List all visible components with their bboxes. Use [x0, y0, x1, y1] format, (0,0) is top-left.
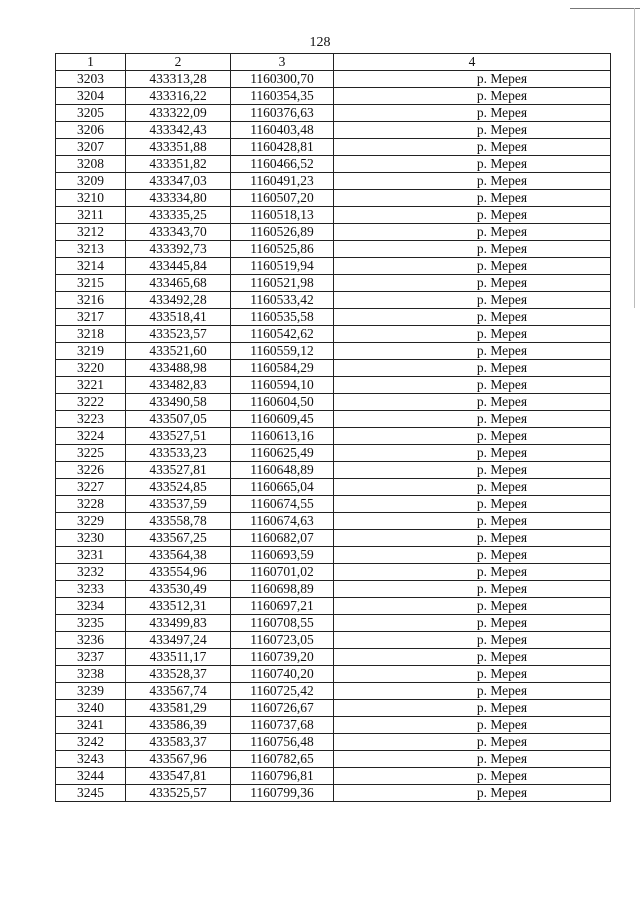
point-number-cell: 3221: [56, 377, 126, 394]
table-row: [56, 666, 611, 683]
description-cell: р. Мерея: [334, 224, 611, 241]
y-coordinate-cell: 1160708,55: [231, 615, 334, 632]
description-cell: р. Мерея: [334, 360, 611, 377]
description-cell: р. Мерея: [334, 768, 611, 785]
table-row: [56, 122, 611, 139]
x-coordinate-cell: 433342,43: [126, 122, 231, 139]
y-coordinate-cell: 1160613,16: [231, 428, 334, 445]
description-cell: р. Мерея: [334, 139, 611, 156]
y-coordinate-cell: 1160697,21: [231, 598, 334, 615]
table-row: [56, 258, 611, 275]
x-coordinate-cell: 433347,03: [126, 173, 231, 190]
y-coordinate-cell: 1160535,58: [231, 309, 334, 326]
x-coordinate-cell: 433567,25: [126, 530, 231, 547]
point-number-cell: 3243: [56, 751, 126, 768]
table-row: [56, 700, 611, 717]
point-number-cell: 3244: [56, 768, 126, 785]
point-number-cell: 3222: [56, 394, 126, 411]
y-coordinate-cell: 1160519,94: [231, 258, 334, 275]
description-cell: р. Мерея: [334, 190, 611, 207]
x-coordinate-cell: 433586,39: [126, 717, 231, 734]
table-row: [56, 292, 611, 309]
table-row: [56, 768, 611, 785]
table-row: [56, 105, 611, 122]
point-number-cell: 3228: [56, 496, 126, 513]
table-row: [56, 496, 611, 513]
table-row: [56, 156, 611, 173]
point-number-cell: 3225: [56, 445, 126, 462]
table-row: [56, 734, 611, 751]
table-row: [56, 275, 611, 292]
y-coordinate-cell: 1160737,68: [231, 717, 334, 734]
x-coordinate-cell: 433482,83: [126, 377, 231, 394]
table-header: [56, 54, 611, 71]
y-coordinate-cell: 1160674,55: [231, 496, 334, 513]
x-coordinate-cell: 433511,17: [126, 649, 231, 666]
description-cell: р. Мерея: [334, 666, 611, 683]
y-coordinate-cell: 1160701,02: [231, 564, 334, 581]
description-cell: р. Мерея: [334, 326, 611, 343]
y-coordinate-cell: 1160648,89: [231, 462, 334, 479]
y-coordinate-cell: 1160756,48: [231, 734, 334, 751]
description-cell: р. Мерея: [334, 598, 611, 615]
x-coordinate-cell: 433523,57: [126, 326, 231, 343]
header-col-2: 2: [126, 54, 231, 71]
description-cell: р. Мерея: [334, 479, 611, 496]
y-coordinate-cell: 1160799,36: [231, 785, 334, 802]
table-row: [56, 343, 611, 360]
x-coordinate-cell: 433518,41: [126, 309, 231, 326]
point-number-cell: 3229: [56, 513, 126, 530]
description-cell: р. Мерея: [334, 343, 611, 360]
description-cell: р. Мерея: [334, 71, 611, 88]
x-coordinate-cell: 433527,81: [126, 462, 231, 479]
top-edge-rule: [570, 8, 640, 9]
y-coordinate-cell: 1160698,89: [231, 581, 334, 598]
x-coordinate-cell: 433567,74: [126, 683, 231, 700]
table-row: [56, 513, 611, 530]
x-coordinate-cell: 433507,05: [126, 411, 231, 428]
x-coordinate-cell: 433351,88: [126, 139, 231, 156]
table-row: [56, 360, 611, 377]
table-row: [56, 683, 611, 700]
x-coordinate-cell: 433392,73: [126, 241, 231, 258]
x-coordinate-cell: 433528,37: [126, 666, 231, 683]
point-number-cell: 3220: [56, 360, 126, 377]
point-number-cell: 3216: [56, 292, 126, 309]
point-number-cell: 3212: [56, 224, 126, 241]
table-row: [56, 428, 611, 445]
y-coordinate-cell: 1160726,67: [231, 700, 334, 717]
description-cell: р. Мерея: [334, 581, 611, 598]
point-number-cell: 3238: [56, 666, 126, 683]
point-number-cell: 3213: [56, 241, 126, 258]
table-row: [56, 394, 611, 411]
y-coordinate-cell: 1160604,50: [231, 394, 334, 411]
y-coordinate-cell: 1160739,20: [231, 649, 334, 666]
y-coordinate-cell: 1160559,12: [231, 343, 334, 360]
x-coordinate-cell: 433547,81: [126, 768, 231, 785]
point-number-cell: 3230: [56, 530, 126, 547]
point-number-cell: 3208: [56, 156, 126, 173]
table-row: [56, 581, 611, 598]
header-col-1: 1: [56, 54, 126, 71]
table-row: [56, 649, 611, 666]
y-coordinate-cell: 1160354,35: [231, 88, 334, 105]
point-number-cell: 3227: [56, 479, 126, 496]
point-number-cell: 3205: [56, 105, 126, 122]
description-cell: р. Мерея: [334, 156, 611, 173]
y-coordinate-cell: 1160507,20: [231, 190, 334, 207]
description-cell: р. Мерея: [334, 530, 611, 547]
y-coordinate-cell: 1160740,20: [231, 666, 334, 683]
x-coordinate-cell: 433351,82: [126, 156, 231, 173]
coordinates-table: [55, 53, 611, 802]
point-number-cell: 3232: [56, 564, 126, 581]
x-coordinate-cell: 433497,24: [126, 632, 231, 649]
y-coordinate-cell: 1160609,45: [231, 411, 334, 428]
table-row: [56, 71, 611, 88]
table-row: [56, 326, 611, 343]
description-cell: р. Мерея: [334, 547, 611, 564]
x-coordinate-cell: 433525,57: [126, 785, 231, 802]
table-row: [56, 717, 611, 734]
table-body: [56, 71, 611, 802]
description-cell: р. Мерея: [334, 428, 611, 445]
description-cell: р. Мерея: [334, 496, 611, 513]
table-row: [56, 207, 611, 224]
x-coordinate-cell: 433524,85: [126, 479, 231, 496]
description-cell: р. Мерея: [334, 309, 611, 326]
y-coordinate-cell: 1160376,63: [231, 105, 334, 122]
point-number-cell: 3224: [56, 428, 126, 445]
table-row: [56, 139, 611, 156]
x-coordinate-cell: 433521,60: [126, 343, 231, 360]
x-coordinate-cell: 433335,25: [126, 207, 231, 224]
header-col-4: 4: [334, 54, 611, 71]
description-cell: р. Мерея: [334, 751, 611, 768]
description-cell: р. Мерея: [334, 241, 611, 258]
point-number-cell: 3223: [56, 411, 126, 428]
description-cell: р. Мерея: [334, 394, 611, 411]
x-coordinate-cell: 433488,98: [126, 360, 231, 377]
y-coordinate-cell: 1160796,81: [231, 768, 334, 785]
point-number-cell: 3217: [56, 309, 126, 326]
x-coordinate-cell: 433334,80: [126, 190, 231, 207]
description-cell: р. Мерея: [334, 445, 611, 462]
description-cell: р. Мерея: [334, 411, 611, 428]
point-number-cell: 3211: [56, 207, 126, 224]
point-number-cell: 3231: [56, 547, 126, 564]
point-number-cell: 3239: [56, 683, 126, 700]
header-row: [56, 54, 611, 71]
y-coordinate-cell: 1160521,98: [231, 275, 334, 292]
table-row: [56, 241, 611, 258]
point-number-cell: 3236: [56, 632, 126, 649]
table-row: [56, 564, 611, 581]
description-cell: р. Мерея: [334, 734, 611, 751]
description-cell: р. Мерея: [334, 88, 611, 105]
y-coordinate-cell: 1160526,89: [231, 224, 334, 241]
description-cell: р. Мерея: [334, 717, 611, 734]
y-coordinate-cell: 1160693,59: [231, 547, 334, 564]
point-number-cell: 3214: [56, 258, 126, 275]
table-row: [56, 479, 611, 496]
table-row: [56, 547, 611, 564]
point-number-cell: 3226: [56, 462, 126, 479]
y-coordinate-cell: 1160725,42: [231, 683, 334, 700]
x-coordinate-cell: 433558,78: [126, 513, 231, 530]
x-coordinate-cell: 433465,68: [126, 275, 231, 292]
y-coordinate-cell: 1160665,04: [231, 479, 334, 496]
description-cell: р. Мерея: [334, 207, 611, 224]
description-cell: р. Мерея: [334, 615, 611, 632]
description-cell: р. Мерея: [334, 632, 611, 649]
point-number-cell: 3210: [56, 190, 126, 207]
y-coordinate-cell: 1160300,70: [231, 71, 334, 88]
x-coordinate-cell: 433564,38: [126, 547, 231, 564]
point-number-cell: 3234: [56, 598, 126, 615]
table-row: [56, 530, 611, 547]
point-number-cell: 3204: [56, 88, 126, 105]
description-cell: р. Мерея: [334, 700, 611, 717]
y-coordinate-cell: 1160428,81: [231, 139, 334, 156]
page-number: 128: [309, 35, 331, 50]
y-coordinate-cell: 1160625,49: [231, 445, 334, 462]
point-number-cell: 3233: [56, 581, 126, 598]
point-number-cell: 3203: [56, 71, 126, 88]
table-row: [56, 445, 611, 462]
point-number-cell: 3206: [56, 122, 126, 139]
x-coordinate-cell: 433554,96: [126, 564, 231, 581]
table-row: [56, 88, 611, 105]
x-coordinate-cell: 433567,96: [126, 751, 231, 768]
description-cell: р. Мерея: [334, 292, 611, 309]
x-coordinate-cell: 433530,49: [126, 581, 231, 598]
table-row: [56, 309, 611, 326]
x-coordinate-cell: 433492,28: [126, 292, 231, 309]
y-coordinate-cell: 1160542,62: [231, 326, 334, 343]
description-cell: р. Мерея: [334, 683, 611, 700]
right-edge-rule: [634, 8, 635, 308]
point-number-cell: 3242: [56, 734, 126, 751]
description-cell: р. Мерея: [334, 173, 611, 190]
y-coordinate-cell: 1160782,65: [231, 751, 334, 768]
y-coordinate-cell: 1160674,63: [231, 513, 334, 530]
x-coordinate-cell: 433445,84: [126, 258, 231, 275]
table-row: [56, 462, 611, 479]
description-cell: р. Мерея: [334, 377, 611, 394]
point-number-cell: 3245: [56, 785, 126, 802]
y-coordinate-cell: 1160518,13: [231, 207, 334, 224]
point-number-cell: 3219: [56, 343, 126, 360]
x-coordinate-cell: 433581,29: [126, 700, 231, 717]
point-number-cell: 3235: [56, 615, 126, 632]
y-coordinate-cell: 1160466,52: [231, 156, 334, 173]
x-coordinate-cell: 433583,37: [126, 734, 231, 751]
description-cell: р. Мерея: [334, 785, 611, 802]
point-number-cell: 3218: [56, 326, 126, 343]
description-cell: р. Мерея: [334, 122, 611, 139]
point-number-cell: 3215: [56, 275, 126, 292]
y-coordinate-cell: 1160491,23: [231, 173, 334, 190]
x-coordinate-cell: 433316,22: [126, 88, 231, 105]
y-coordinate-cell: 1160525,86: [231, 241, 334, 258]
description-cell: р. Мерея: [334, 275, 611, 292]
point-number-cell: 3209: [56, 173, 126, 190]
description-cell: р. Мерея: [334, 564, 611, 581]
x-coordinate-cell: 433537,59: [126, 496, 231, 513]
x-coordinate-cell: 433533,23: [126, 445, 231, 462]
description-cell: р. Мерея: [334, 462, 611, 479]
y-coordinate-cell: 1160682,07: [231, 530, 334, 547]
description-cell: р. Мерея: [334, 649, 611, 666]
x-coordinate-cell: 433499,83: [126, 615, 231, 632]
table-row: [56, 411, 611, 428]
description-cell: р. Мерея: [334, 513, 611, 530]
x-coordinate-cell: 433313,28: [126, 71, 231, 88]
table-row: [56, 190, 611, 207]
point-number-cell: 3241: [56, 717, 126, 734]
table-row: [56, 785, 611, 802]
table-row: [56, 615, 611, 632]
y-coordinate-cell: 1160723,05: [231, 632, 334, 649]
y-coordinate-cell: 1160533,42: [231, 292, 334, 309]
description-cell: р. Мерея: [334, 105, 611, 122]
y-coordinate-cell: 1160594,10: [231, 377, 334, 394]
y-coordinate-cell: 1160403,48: [231, 122, 334, 139]
point-number-cell: 3237: [56, 649, 126, 666]
x-coordinate-cell: 433512,31: [126, 598, 231, 615]
table-row: [56, 224, 611, 241]
description-cell: р. Мерея: [334, 258, 611, 275]
x-coordinate-cell: 433343,70: [126, 224, 231, 241]
x-coordinate-cell: 433322,09: [126, 105, 231, 122]
x-coordinate-cell: 433490,58: [126, 394, 231, 411]
table-row: [56, 173, 611, 190]
table-row: [56, 377, 611, 394]
point-number-cell: 3240: [56, 700, 126, 717]
table-row: [56, 598, 611, 615]
header-col-3: 3: [231, 54, 334, 71]
point-number-cell: 3207: [56, 139, 126, 156]
table-row: [56, 751, 611, 768]
table-row: [56, 632, 611, 649]
y-coordinate-cell: 1160584,29: [231, 360, 334, 377]
x-coordinate-cell: 433527,51: [126, 428, 231, 445]
